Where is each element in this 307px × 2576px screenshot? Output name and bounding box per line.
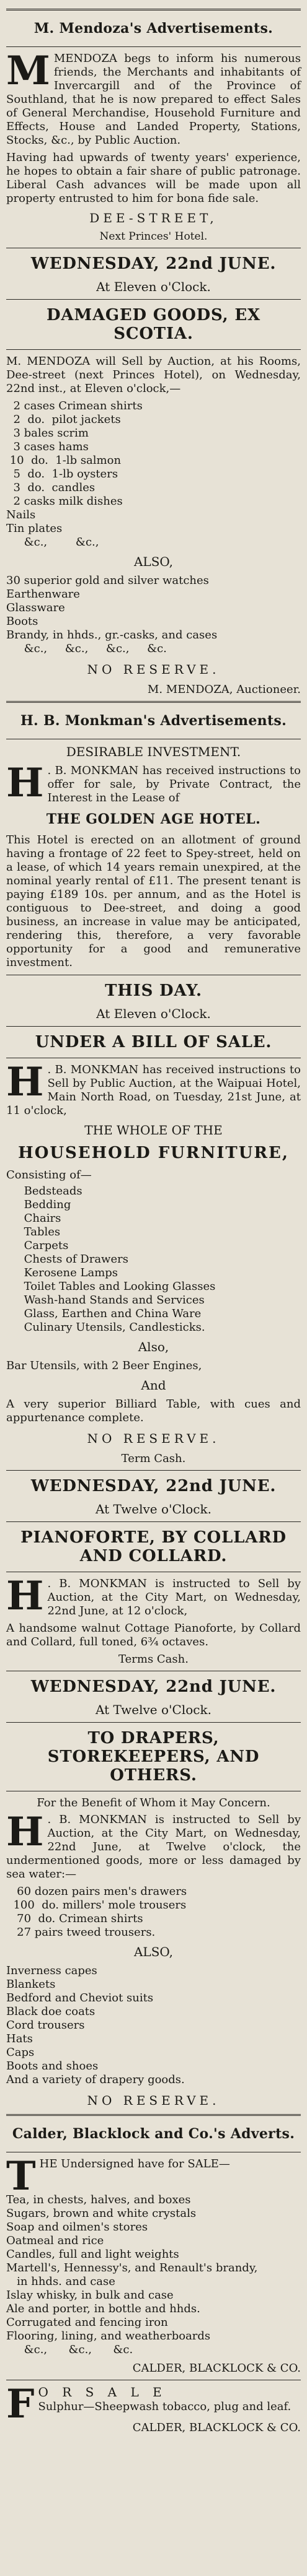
dropcap: F [6, 2381, 35, 2427]
for-sale-block [6, 2381, 301, 2427]
mendoza-intro [6, 48, 301, 147]
list-item: Soap and oilmen's stores [6, 2221, 148, 2234]
list-item: Oatmeal and rice [6, 2234, 104, 2247]
list-item: &c., &c., &c. [6, 2343, 133, 2356]
list-item: 30 superior gold and silver watches [6, 574, 209, 587]
ad1-body2: This Hotel is erected on an allotment of ground having a frontage of 22 feet to Spey-street, held on a lease, of which 14 years remain unexpired, at the nominal yearly rental of £11. The present tenant is paying £189 10s. per annum, and as the Hotel is contiguous to Dee-street, and doing a good business, an increase in value may be anticipated, rendering this, therefore, a very favorable opportunity for a good and remunerative investment. [6, 833, 301, 969]
list-item: Islay whisky, in bulk and case [6, 2289, 174, 2302]
intro-text: MENDOZA begs to inform his numerous friends, the Merchants and inhabitants of Invercargill and of the Province of Southland, that he is now prepared to effect Sales of General Merchandise, Household Furniture and Effects, House and Landed Property, Stations, Stocks, &c., by Public Auction. [6, 52, 301, 147]
list-item: And a variety of drapery goods. [6, 2073, 185, 2086]
divider [6, 1026, 301, 1027]
section-title-mendoza: M. Mendoza's Advertisements. [33, 20, 274, 37]
list-item: Cord trousers [6, 2019, 85, 2032]
list-item: Earthenware [6, 588, 80, 601]
ad2-time: At Eleven o'Clock. [96, 1006, 211, 1021]
list-item: Tea, in chests, halves, and boxes [6, 2193, 191, 2206]
divider [6, 701, 301, 703]
ad2-body [6, 1059, 301, 1118]
list-item: 3 do. candles [6, 481, 96, 494]
list-item: Bedding [6, 1198, 71, 1211]
list-item: Bedford and Cheviot suits [6, 1991, 154, 2004]
list-item: &c., &c., [6, 536, 99, 549]
list-item: 5 do. 1-lb oysters [6, 468, 118, 481]
list-item: Culinary Utensils, Candlesticks. [6, 1321, 205, 1334]
ad2-furniture: HOUSEHOLD FURNITURE, [18, 1144, 289, 1162]
list-item: Brandy, in hhds., gr.-casks, and cases [6, 629, 218, 642]
ad2-when: THIS DAY. [105, 981, 202, 1000]
list-item: Blankets [6, 1978, 56, 1991]
list-item: Carpets [6, 1239, 69, 1252]
list-item: in hhds. and case [6, 2275, 115, 2288]
for-sale-heading: O R S A L E [38, 2385, 167, 2400]
ad4-body [6, 1809, 301, 1881]
ad2-and: And [141, 1378, 166, 1393]
list-item: Toilet Tables and Looking Glasses [6, 1280, 216, 1293]
ad4-heading: TO DRAPERS, STOREKEEPERS, AND OTHERS. [47, 1729, 260, 1785]
list-item: Black doe coats [6, 2005, 96, 2018]
address2: Next Princes' Hotel. [99, 230, 208, 243]
section-title-monkman: H. B. Monkman's Advertisements. [20, 713, 287, 729]
divider [6, 1521, 301, 1522]
ad4-item-list-2 [6, 1964, 301, 2087]
newspaper-column [6, 0, 301, 2434]
ad1-hotel: THE GOLDEN AGE HOTEL. [46, 811, 261, 827]
ad1-heading: DESIRABLE INVESTMENT. [66, 744, 241, 759]
mendoza-body: M. MENDOZA will Sell by Auction, at his Rooms, Dee-street (next Princes Hotel), on Wednesday, 22nd inst., at Eleven o'clock,— [6, 355, 301, 395]
list-item: 3 cases hams [6, 440, 89, 453]
list-item: Boots and shoes [6, 2060, 99, 2073]
calder-lead-text: HE Undersigned have for SALE— [39, 2157, 230, 2170]
list-item: 2 do. pilot jackets [6, 413, 121, 426]
list-item: Boots [6, 615, 38, 628]
list-item: Glassware [6, 601, 65, 614]
list-item: Sugars, brown and white crystals [6, 2207, 197, 2220]
no-reserve: NO RESERVE. [87, 2093, 220, 2108]
list-item: Inverness capes [6, 1964, 97, 1977]
list-item: Chairs [6, 1212, 61, 1225]
list-item: 2 cases Crimean shirts [6, 399, 143, 412]
divider [6, 2114, 301, 2116]
ad3-heading: PIANOFORTE, BY COLLARD AND COLLARD. [20, 1528, 287, 1565]
list-item: 27 pairs tweed trousers. [6, 1926, 156, 1939]
list-item: 3 bales scrim [6, 427, 89, 440]
list-item: Ale and porter, in bottle and hhds. [6, 2302, 200, 2315]
dropcap: H [6, 1059, 44, 1105]
list-item: Hats [6, 2032, 33, 2045]
list-item: Tables [6, 1225, 61, 1238]
signature: M. MENDOZA, Auctioneer. [147, 683, 301, 696]
divider [6, 1722, 301, 1723]
terms: Term Cash. [121, 1452, 186, 1465]
dropcap: H [6, 760, 44, 806]
list-item: 70 do. Crimean shirts [6, 1912, 143, 1925]
auction-date: WEDNESDAY, 22nd JUNE. [30, 255, 277, 273]
item-list [6, 399, 301, 549]
ad4-item-list [6, 1885, 301, 1939]
ad4-also: ALSO, [133, 1944, 173, 1959]
section-title-calder: Calder, Blacklock and Co.'s Adverts. [12, 2126, 295, 2142]
item-list-2 [6, 574, 301, 656]
ad2-also: Also, [138, 1339, 169, 1354]
list-item: Wash-hand Stands and Services [6, 1294, 205, 1307]
dropcap: M [6, 48, 50, 94]
list-item: Flooring, lining, and weatherboards [6, 2330, 211, 2343]
list-item: Glass, Earthen and China Ware [6, 1307, 202, 1320]
ad2-item-list [6, 1185, 301, 1334]
ad4-time: At Twelve o'Clock. [96, 1702, 211, 1717]
list-item: Caps [6, 2046, 35, 2059]
divider [6, 1470, 301, 1471]
auction-time: At Eleven o'Clock. [96, 279, 211, 294]
list-item: Nails [6, 508, 36, 521]
list-item: Tin plates [6, 522, 63, 535]
ad2-heading: UNDER A BILL OF SALE. [35, 1033, 272, 1051]
terms: Terms Cash. [118, 1653, 189, 1666]
list-item: 2 casks milk dishes [6, 495, 123, 508]
signature: CALDER, BLACKLOCK & CO. [132, 2362, 301, 2375]
dropcap: T [6, 2153, 36, 2200]
ad4-date: WEDNESDAY, 22nd JUNE. [30, 1677, 277, 1696]
ad3-body [6, 1573, 301, 1619]
ad3-date: WEDNESDAY, 22nd JUNE. [30, 1477, 277, 1495]
list-item: 100 do. millers' mole trousers [6, 1899, 187, 1912]
list-item: Kerosene Lamps [6, 1266, 118, 1279]
ad2-also-text: Bar Utensils, with 2 Beer Engines, [6, 1359, 202, 1372]
mendoza-intro2: Having had upwards of twenty years' experience, he hopes to obtain a fair share of public patronage. Liberal Cash advances will be made upon all property entrusted to him for bona fide sale. [6, 151, 301, 205]
divider [6, 299, 301, 300]
list-item: 60 dozen pairs men's drawers [6, 1885, 187, 1898]
list-item: &c., &c., &c., &c. [6, 642, 167, 655]
for-sale-text: Sulphur—Sheepwash tobacco, plug and leaf. [38, 2400, 291, 2413]
no-reserve: NO RESERVE. [87, 662, 220, 677]
ad1-text: . B. MONKMAN has received instructions to offer for sale, by Private Contract, the Interest in the Lease of [47, 764, 301, 804]
list-item: Martell's, Hennessy's, and Renault's brandy, [6, 2261, 258, 2274]
list-item: Candles, full and light weights [6, 2248, 179, 2261]
list-item: Chests of Drawers [6, 1253, 128, 1266]
calder-item-list [6, 2193, 301, 2357]
ad2-whole: THE WHOLE OF THE [84, 1123, 223, 1138]
ad3-time: At Twelve o'Clock. [96, 1502, 211, 1516]
no-reserve: NO RESERVE. [87, 1431, 220, 1446]
ad3-body2: A handsome walnut Cottage Pianoforte, by Collard and Collard, full toned, 6¾ octaves. [6, 1622, 301, 1648]
divider [6, 349, 301, 350]
ad2-billiard: A very superior Billiard Table, with cues and appurtenance complete. [6, 1398, 301, 1424]
address: DEE-STREET, [89, 211, 218, 225]
list-item: Bedsteads [6, 1185, 82, 1198]
dropcap: H [6, 1809, 44, 1855]
dropcap: H [6, 1573, 44, 1619]
signature: CALDER, BLACKLOCK & CO. [132, 2421, 301, 2434]
ad3-text: . B. MONKMAN is instructed to Sell by Auction, at the City Mart, on Wednesday, 22nd June, at 12 o'clock, [47, 1577, 301, 1617]
headline: DAMAGED GOODS, EX SCOTIA. [47, 306, 260, 343]
ad2-text: . B. MONKMAN has received instructions to Sell by Public Auction, at the Waipuai Hotel, Main North Road, on Tuesday, 21st June, at 11 o'clock, [6, 1063, 301, 1117]
ad4-sub: For the Benefit of Whom it May Concern. [37, 1796, 270, 1809]
divider [6, 46, 301, 47]
divider [6, 9, 301, 11]
list-item: Corrugated and fencing iron [6, 2316, 168, 2329]
ad1-body [6, 760, 301, 806]
list-item: 10 do. 1-lb salmon [6, 454, 122, 467]
ad4-text: . B. MONKMAN is instructed to Sell by Auction, at the City Mart, on Wednesday, 22nd June, at Twelve o'clock, the undermentioned goods, more or less damaged by sea water:— [6, 1813, 301, 1881]
ad2-consisting: Consisting of— [6, 1168, 92, 1181]
also-label: ALSO, [133, 554, 173, 569]
